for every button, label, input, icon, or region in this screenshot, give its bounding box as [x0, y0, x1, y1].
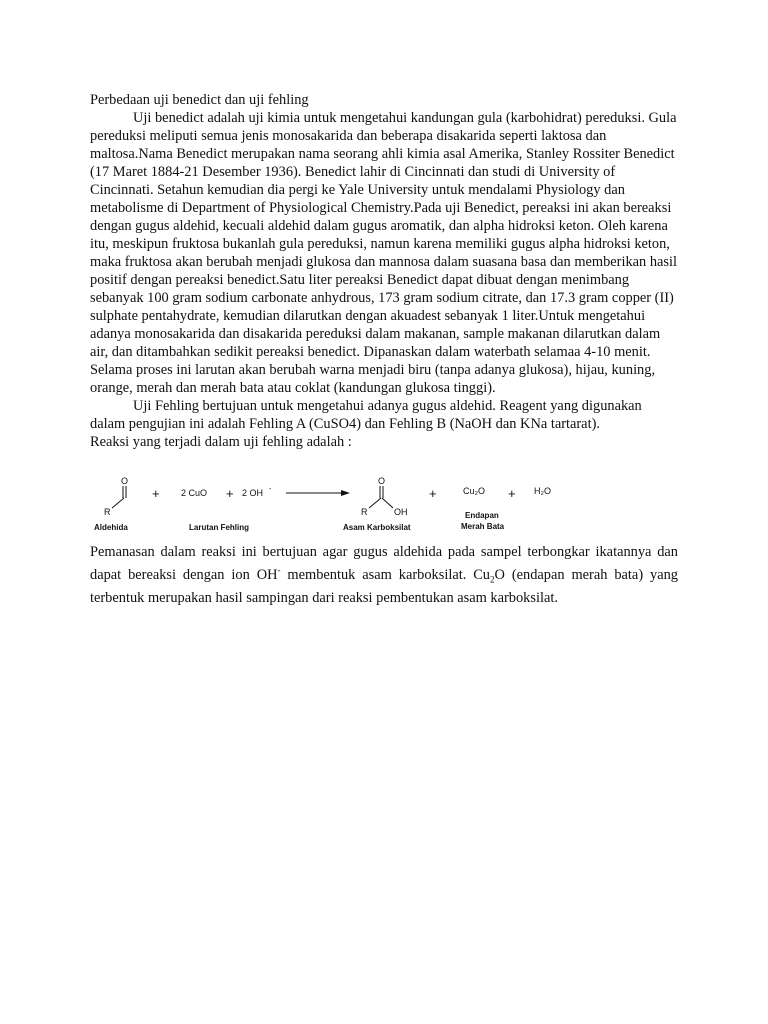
- label-asam-karboksilat: Asam Karboksilat: [343, 523, 411, 532]
- paragraph-reaction-intro: Reaksi yang terjadi dalam uji fehling adalah :: [90, 434, 352, 450]
- label-endapan: Endapan: [465, 511, 499, 520]
- doc-title: Perbedaan uji benedict dan uji fehling: [90, 92, 309, 108]
- acid-r-bond: [369, 498, 381, 508]
- label-larutan-fehling: Larutan Fehling: [189, 523, 249, 532]
- acid-r-group: R: [361, 507, 368, 517]
- plus-2: +: [226, 486, 234, 501]
- aldehyde-r-bond: [112, 498, 124, 508]
- acid-hydroxyl: OH: [394, 507, 408, 517]
- product-h2o: H₂O: [534, 486, 551, 496]
- explanation-text: [90, 543, 678, 607]
- plus-1: +: [152, 486, 160, 501]
- paragraph-explanation: [90, 543, 678, 607]
- aldehyde-oxygen: O: [121, 476, 129, 486]
- plus-4: +: [508, 486, 516, 501]
- acid-oh-bond: [382, 498, 393, 508]
- label-aldehida: Aldehida: [94, 523, 128, 532]
- reaction-svg: [88, 474, 588, 534]
- reagent-cuo: 2 CuO: [181, 488, 208, 498]
- fehling-reaction-diagram: [88, 474, 588, 534]
- reaction-arrow-head: [341, 490, 350, 496]
- paragraph-benedict: Uji benedict adalah uji kimia untuk mengetahui kandungan gula (karbohidrat) pereduksi. Gula pereduksi meliputi semua jenis monosakarida dan beberapa disakarida seperti laktosa dan maltosa.Nama Benedict merupakan nama seorang ahli kimia asal Amerika, Stanley Rossiter Benedict (17 Maret 1884-21 Desember 1936). Benedict lahir di Cincinnati dan studi di University of Cincinnati. Setahun kemudian dia pergi ke Yale University untuk mendalami Physiology dan metabolisme di Department of Physiological Chemistry.Pada uji Benedict, pereaksi ini akan bereaksi dengan gugus aldehid, kecuali aldehid dalam gugus aromatik, dan alpha hidroksi keton. Oleh karena itu, meskipun fruktosa bukanlah gula pereduksi, namun karena memiliki gugus alpha hidroksi keton, maka fruktosa akan berubah menjadi glukosa dan mannosa dalam suasana basa dan memberikan hasil positif dengan pereaksi benedict.Satu liter pereaksi Benedict dapat dibuat dengan menimbang sebanyak 100 gram sodium carbonate anhydrous, 173 gram sodium citrate, dan 17.3 gram copper (II) sulphate pentahydrate, kemudian dilarutkan dengan akuadest sebanyak 1 liter.Untuk mengetahui adanya monosakarida dan disakarida pereduksi dalam makanan, sample makanan dilarutkan dalam air, dan ditambahkan sedikit pereaksi benedict. Dipanaskan dalam waterbath selamaa 4-10 menit. Selama proses ini larutan akan berubah warna menjadi biru (tanpa adanya glukosa), hijau, kuning, orange, merah dan merah bata atau coklat (kandungan glukosa tinggi).: [90, 110, 678, 396]
- explanation-part-1: Pemanasan dalam reaksi ini bertujuan agar gugus aldehida pada sampel terbongkar ikatannya dan dapat bereaksi dengan ion OH: [90, 544, 678, 583]
- acid-oxygen: O: [378, 476, 386, 486]
- explanation-part-3: O (endapan merah bata) yang terbentuk merupakan hasil sampingan dari reaksi pembentukan asam karboksilat.: [90, 566, 678, 606]
- plus-3: +: [429, 486, 437, 501]
- paragraph-fehling: Uji Fehling bertujuan untuk mengetahui adanya gugus aldehid. Reagent yang digunakan dalam pengujian ini adalah Fehling A (CuSO4) dan Fehling B (NaOH dan KNa tartarat).: [90, 398, 642, 432]
- explanation-oh-charge: -: [277, 565, 281, 575]
- explanation-part-2: membentuk asam karboksilat. Cu: [280, 566, 491, 583]
- explanation-cu-subscript: 2: [490, 574, 495, 585]
- main-text: [90, 91, 678, 451]
- reagent-oh: 2 OH: [242, 488, 264, 498]
- product-cu2o: Cu₂O: [463, 486, 485, 496]
- label-merah-bata: Merah Bata: [461, 522, 505, 531]
- aldehyde-r-group: R: [104, 507, 111, 517]
- reagent-oh-charge: -: [269, 486, 272, 493]
